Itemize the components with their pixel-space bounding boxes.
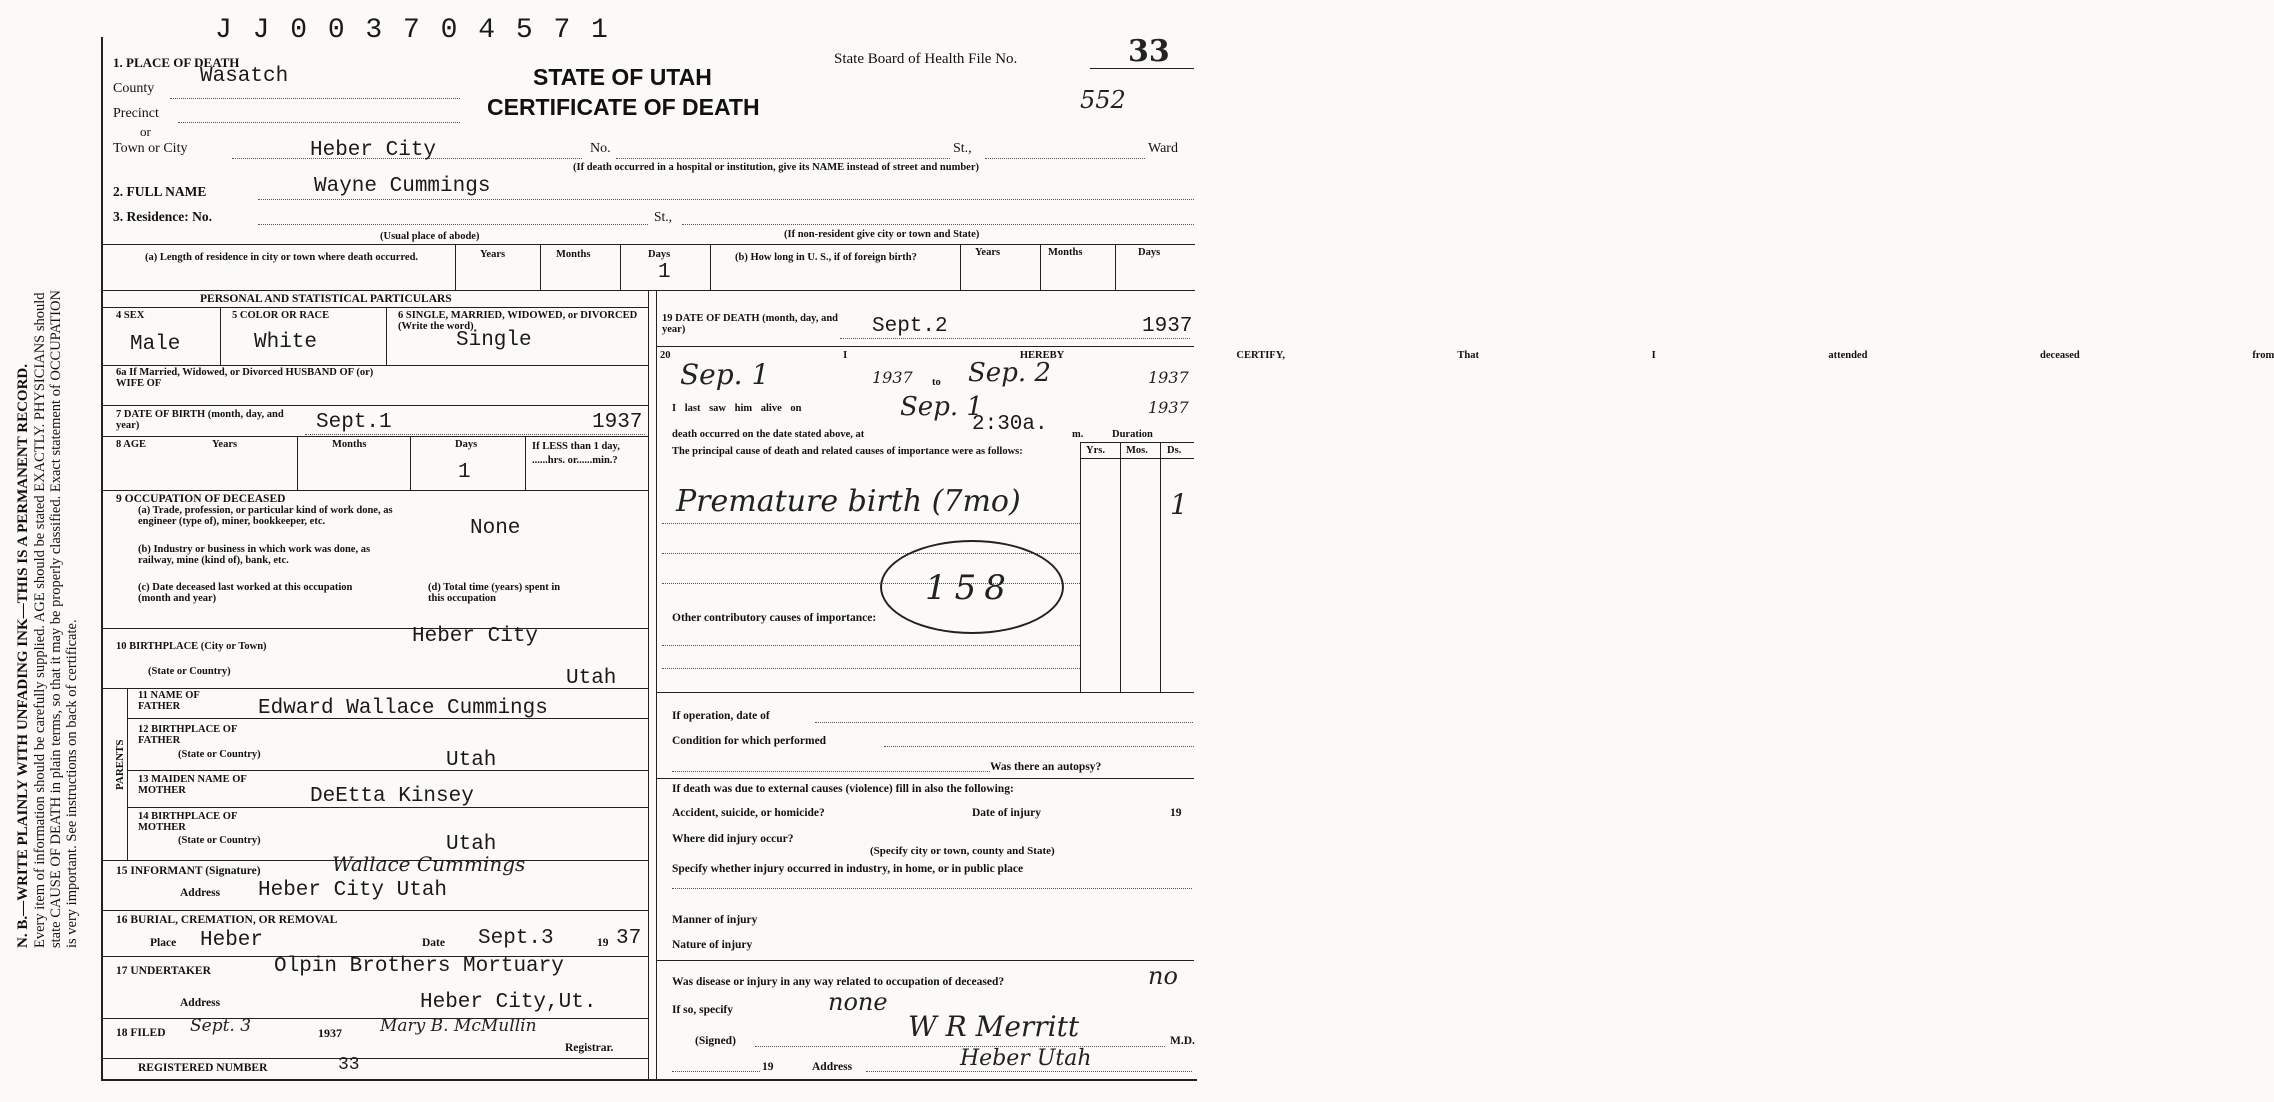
registrar-signature: Mary B. McMullin [380,1016,537,1036]
burial-date: Sept.3 [478,927,554,950]
cause-of-death: Premature birth (7mo) [676,484,1021,519]
injury-year-prefix: 19 [1170,807,1182,819]
parents-side-label: PARENTS [114,739,126,790]
for-days-label: Days [1138,247,1161,258]
ward-label: Ward [1148,141,1178,156]
age-days-label: Days [455,439,478,450]
registrar-label: Registrar. [565,1042,614,1054]
m-label: m. [1072,429,1084,440]
age-days-value: 1 [458,461,471,484]
burial-place: Heber [200,929,264,952]
side-instructions [14,290,80,948]
cause-label: The principal cause of death and related causes of importance were as follows: [672,446,1023,457]
undertaker-address-label: Address [180,997,221,1009]
no-label: No. [590,141,611,156]
color-label: 5 COLOR OR RACE [232,310,330,321]
filed-date: Sept. 3 [190,1016,252,1036]
dob-label: 7 DATE OF BIRTH (month, day, and year) [116,409,284,431]
mother-bp-label: 14 BIRTHPLACE OF MOTHER [138,811,238,833]
residence-label: 3. Residence: No. [113,209,212,224]
personal-heading: PERSONAL AND STATISTICAL PARTICULARS [200,293,452,305]
age-label: 8 AGE [116,439,147,450]
sex-value: Male [130,333,181,356]
for-months-label: Months [1048,247,1083,258]
less-label: If LESS than 1 day, ......hrs. or......min.? [532,441,620,466]
title: STATE OF UTAH [533,64,712,90]
registered-value: 33 [338,1055,360,1075]
res-days-value: 1 [658,261,671,284]
cause-days: 1 [1170,488,1188,521]
father-value: Edward Wallace Cummings [258,697,548,720]
or-label: or [140,124,151,139]
manner-label: Manner of injury [672,914,758,926]
filed-year: 1937 [318,1026,342,1040]
death-date: Sept.2 [872,315,948,338]
side-line-2: Every item of information should be carefully supplied. AGE should be stated EXACTLY. PHYSICIANS should [32,292,48,948]
full-name: Wayne Cummings [314,175,491,198]
document-number: J J 0 0 3 7 0 4 5 7 1 [215,15,610,46]
birthplace-label: 10 BIRTHPLACE (City or Town) [116,641,267,652]
burial-date-label: Date [422,937,445,949]
occupation-answer: no [1148,962,1178,990]
duration-label: Duration [1112,429,1153,440]
informant-address-label: Address [180,887,221,899]
dob-value: Sept.1 [316,411,392,434]
death-date-label: 19 DATE OF DEATH (month, day, and year) [662,313,839,335]
certify-text: 20 I HEREBY CERTIFY, That I attended deceased from [660,350,2274,361]
date-prefix: 19 [762,1061,774,1073]
other-causes-label: Other contributory causes of importance: [672,612,877,624]
mother-bp-value: Utah [446,833,497,856]
res-days-label: Days [648,249,671,260]
cause-code: 158 [925,568,1014,608]
ds-label: Ds. [1167,445,1182,456]
marital-label: 6 SINGLE, MARRIED, WIDOWED, or DIVORCED (Write the word) [398,310,638,332]
sex-label: 4 SEX [116,310,145,321]
res-months-label: Months [556,249,591,260]
burial-label: 16 BURIAL, CREMATION, OR REMOVAL [116,914,338,926]
handwritten-number: 552 [1080,86,1126,114]
father-bp-state-label: (State or Country) [178,749,261,760]
marital-value: Single [456,329,532,352]
yrs-label: Yrs. [1086,445,1105,456]
name-label: 2. FULL NAME [113,184,207,199]
informant-address: Heber City Utah [258,879,448,902]
occupation-question: Was disease or injury in any way related to occupation of deceased? [672,976,1005,988]
occupation-heading: 9 OCCUPATION OF DECEASED [116,493,286,505]
nonres-note: (If non-resident give city or town and State) [784,229,980,240]
birthplace-value: Heber City [412,625,539,648]
town-value: Heber City [310,139,437,162]
county-value: Wasatch [200,65,289,88]
accident-label: Accident, suicide, or homicide? [672,807,825,819]
burial-place-label: Place [150,937,177,949]
physician-address: Heber Utah [960,1046,1092,1071]
county-label: County [113,81,155,96]
registered-label: REGISTERED NUMBER [138,1062,268,1074]
length-label: (a) Length of residence in city or town where death occurred. [145,252,419,263]
st-label: St., [953,141,972,156]
precinct-label: Precinct [113,106,159,121]
side-line-3: state CAUSE OF DEATH in plain terms, so that it may be properly classified. Exact statement of OCCUPATION [48,290,64,948]
age-years-label: Years [212,439,238,450]
physician-signature: W R Merritt [908,1010,1080,1043]
nature-label: Nature of injury [672,939,753,951]
undertaker-address: Heber City,Ut. [420,991,597,1014]
signed-label: (Signed) [695,1035,736,1047]
where-label: Where did injury occur? [672,833,794,845]
undertaker-name: Olpin Brothers Mortuary [274,955,564,978]
side-line-1: N. B.—WRITE PLAINLY WITH UNFADING INK—THIS IS A PERMANENT RECORD. [15,364,31,948]
burial-year: 37 [616,927,642,950]
last-saw: Sep. 1 [900,392,983,422]
occupation-value: None [470,517,521,540]
industry-label: Specify whether injury occurred in industry, in home, or in public place [672,863,1024,875]
last-saw-label: I last saw him alive on [672,403,802,414]
for-years-label: Years [975,247,1001,258]
town-label: Town or City [113,141,188,156]
age-months-label: Months [332,439,367,450]
burial-year-prefix: 19 [597,937,609,949]
attended-from-year: 1937 [872,368,913,387]
color-value: White [254,331,318,354]
death-time: 2:30a. [972,413,1048,436]
attended-to: Sep. 2 [968,358,1051,388]
md-label: M.D. [1170,1035,1195,1047]
residence-st-label: St., [654,209,673,224]
address-label: Address [812,1061,853,1073]
dob-year: 1937 [592,411,643,434]
informant-signature: Wallace Cummings [332,852,526,876]
operation-label: If operation, date of [672,710,770,722]
subtitle: CERTIFICATE OF DEATH [487,94,760,120]
side-line-4: is very important. See instructions on back of certificate. [64,619,80,948]
mother-value: DeEtta Kinsey [310,785,474,808]
foreign-label: (b) How long in U. S., if of foreign birth? [735,252,917,263]
father-label: 11 NAME OF FATHER [138,690,200,712]
occupation-a: (a) Trade, profession, or particular kind of work done, as engineer (type of), miner, bookkeeper, etc. [138,505,393,527]
occupation-b: (b) Industry or business in which work was done, as railway, mine (kind of), bank, etc. [138,544,371,566]
hospital-note: (If death occurred in a hospital or institution, give its NAME instead of street and number) [573,162,980,173]
father-bp-label: 12 BIRTHPLACE OF FATHER [138,724,238,746]
mother-label: 13 MAIDEN NAME OF MOTHER [138,774,247,796]
res-years-label: Years [480,249,506,260]
spouse-label: 6a If Married, Widowed, or Divorced HUSBAND OF (or) WIFE OF [116,367,374,389]
place-heading: 1. PLACE OF DEATH [113,55,240,70]
usual-note: (Usual place of abode) [380,231,480,242]
occupation-c: (c) Date deceased last worked at this occupation (month and year) [138,582,353,604]
file-no-label: State Board of Health File No. [834,51,1018,67]
birth-state-label: (State or Country) [148,666,231,677]
mos-label: Mos. [1126,445,1148,456]
specify-note: (Specify city or town, county and State) [870,845,1055,857]
occurred-label: death occurred on the date stated above, at [672,429,865,440]
specify-label: If so, specify [672,1004,734,1016]
specify-answer: none [828,988,888,1016]
mother-bp-state-label: (State or Country) [178,835,261,846]
death-year: 1937 [1142,315,1193,338]
attended-to-label: to [932,377,941,388]
informant-label: 15 INFORMANT (Signature) [116,865,261,877]
attended-from: Sep. 1 [680,358,770,391]
birth-state-value: Utah [566,667,617,690]
external-label: If death was due to external causes (violence) fill in also the following: [672,783,1014,795]
last-saw-year: 1937 [1148,398,1189,417]
father-bp-value: Utah [446,749,497,772]
occupation-d: (d) Total time (years) spent in this occupation [428,582,561,604]
injury-date-label: Date of injury [972,807,1041,819]
condition-label: Condition for which performed [672,735,827,747]
attended-to-year: 1937 [1148,368,1189,387]
undertaker-label: 17 UNDERTAKER [116,965,211,977]
file-no: 33 [1128,34,1170,69]
filed-label: 18 FILED [116,1027,166,1039]
autopsy-label: Was there an autopsy? [990,761,1102,773]
